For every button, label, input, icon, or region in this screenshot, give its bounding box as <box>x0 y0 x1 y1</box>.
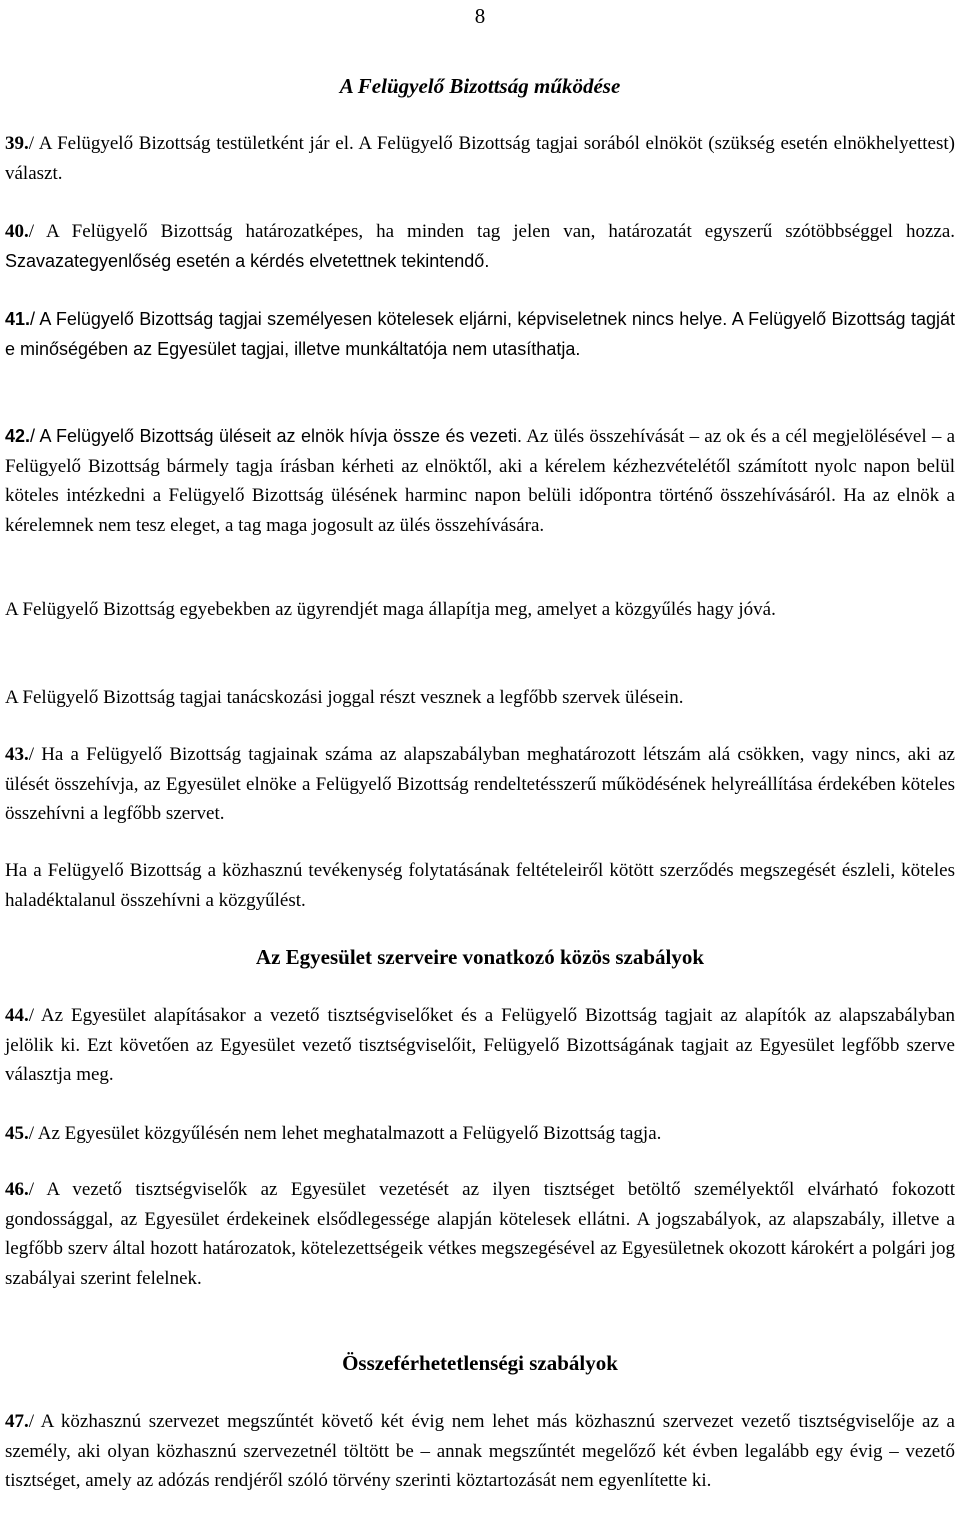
paragraph-number: 42. <box>5 426 31 446</box>
paragraph-text: / A Felügyelő Bizottság testületként jár el. A Felügyelő Bizottság tagjai sorából elnököt (szükség esetén elnökhelyettest) választ. <box>5 133 955 184</box>
paragraph-number: 44. <box>5 1005 29 1026</box>
paragraph-text: / Az Egyesület alapításakor a vezető tisztségviselőket és a Felügyelő Bizottság tagjait az alapítók az alapszabályban jelölik ki. Ezt követően az Egyesület vezető tisztségviselőit, Felügyelő Bizottságának tagjait az Egyesület legfőbb szerve választja meg. <box>5 1005 955 1085</box>
paragraph-45 <box>5 1119 955 1149</box>
paragraph-text: / A Felügyelő Bizottság határozatképes, ha minden tag jelen van, határozatát egyszerű szótöbbséggel hozza. <box>28 221 955 242</box>
paragraph-text: / Az Egyesület közgyűlésén nem lehet meghatalmazott a Felügyelő Bizottság tagja. <box>28 1123 662 1144</box>
paragraph-40 <box>5 217 955 276</box>
paragraph-number: 47. <box>5 1411 29 1432</box>
paragraph-text: / A Felügyelő Bizottság üléseit az elnök hívja össze és vezeti. <box>30 426 523 446</box>
paragraph-number: 43. <box>5 744 29 765</box>
paragraph-number: 40. <box>5 221 29 242</box>
paragraph-41 <box>5 305 955 364</box>
paragraph-number: 46. <box>5 1179 29 1200</box>
paragraph-number: 45. <box>5 1123 29 1144</box>
paragraph-text: / Ha a Felügyelő Bizottság tagjainak száma az alapszabályban meghatározott létszám alá csökken, vagy nincs, aki az ülését összehívja, az Egyesület elnöke a Felügyelő Bizottság rendeltetésszerű működésének helyreállítása érdekében köteles összehívni a legfőbb szervet. <box>5 744 955 824</box>
paragraph-number: 39. <box>5 133 29 154</box>
paragraph-47 <box>5 1407 955 1496</box>
paragraph-text: Szavazategyenlőség esetén a kérdés elvetettnek tekintendő. <box>5 250 490 271</box>
paragraph-text: Az ülés összehívását – az ok és a cél megjelölésével – a Felügyelő Bizottság bármely tagja írásban kérheti az elnöktől, aki a kérelem kézhezvételétől számított nyolc napon belül köteles intézkedni a Felügyelő Bizottság ülésének harminc napon belüli időpontra történő összehívásáról. Ha az elnök a kérelemnek nem tesz eleget, a tag maga jogosult az ülés összehívására. <box>5 426 956 536</box>
paragraph-text: / A közhasznú szervezet megszűntét követő két évig nem lehet más közhasznú szervezet vezető tisztségviselője az a személy, aki olyan közhasznú szervezetnél töltött be – annak megszűntét megelőző két évben legalább egy évig – vezető tisztséget, amely az adózás rendjéről szóló törvény szerinti köztartozását nem egyenlítette ki. <box>5 1411 955 1491</box>
paragraph-44 <box>5 1001 955 1090</box>
section-title-osszeferhetetlenseg: Összeférhetetlenségi szabályok <box>342 1351 618 1375</box>
section-title-felugyelo: A Felügyelő Bizottság működése <box>339 74 621 98</box>
paragraph-text: / A Felügyelő Bizottság tagjai személyesen kötelesek eljárni, képviseletnek nincs helye. A Felügyelő Bizottság tagját e minőségében az Egyesület tagjai, illetve munkáltatója nem utasíthatja. <box>5 309 955 359</box>
paragraph-42-b: A Felügyelő Bizottság egyebekben az ügyrendjét maga állapítja meg, amelyet a közgyűlés hagy jóvá. <box>5 599 776 620</box>
paragraph-39 <box>5 129 955 188</box>
paragraph-43 <box>5 740 955 829</box>
paragraph-46 <box>5 1175 955 1293</box>
paragraph-number: 41. <box>5 309 31 329</box>
paragraph-text: / A vezető tisztségviselők az Egyesület vezetését az ilyen tisztséget betöltő személyektől elvárható fokozott gondossággal, az Egyesület érdekeinek elsődlegessége alapján kötelesek ellátni. A jogszabályok, az alapszabály, illetve a legfőbb szerv által hozott határozatok, kötelezettségeik vétkes megszegésével az Egyesületnek okozott károkért a polgári jog szabályai szerint felelnek. <box>5 1179 955 1289</box>
paragraph-43-b: Ha a Felügyelő Bizottság a közhasznú tevékenység folytatásának feltételeiről kötött szerződés megszegését észleli, köteles haladéktalanul összehívni a közgyűlést. <box>5 860 955 911</box>
section-title-kozos: Az Egyesület szerveire vonatkozó közös szabályok <box>255 945 705 969</box>
paragraph-42-c: A Felügyelő Bizottság tagjai tanácskozási joggal részt vesznek a legfőbb szervek ülésein. <box>5 687 684 708</box>
paragraph-42 <box>5 422 955 540</box>
page-number: 8 <box>474 4 486 28</box>
